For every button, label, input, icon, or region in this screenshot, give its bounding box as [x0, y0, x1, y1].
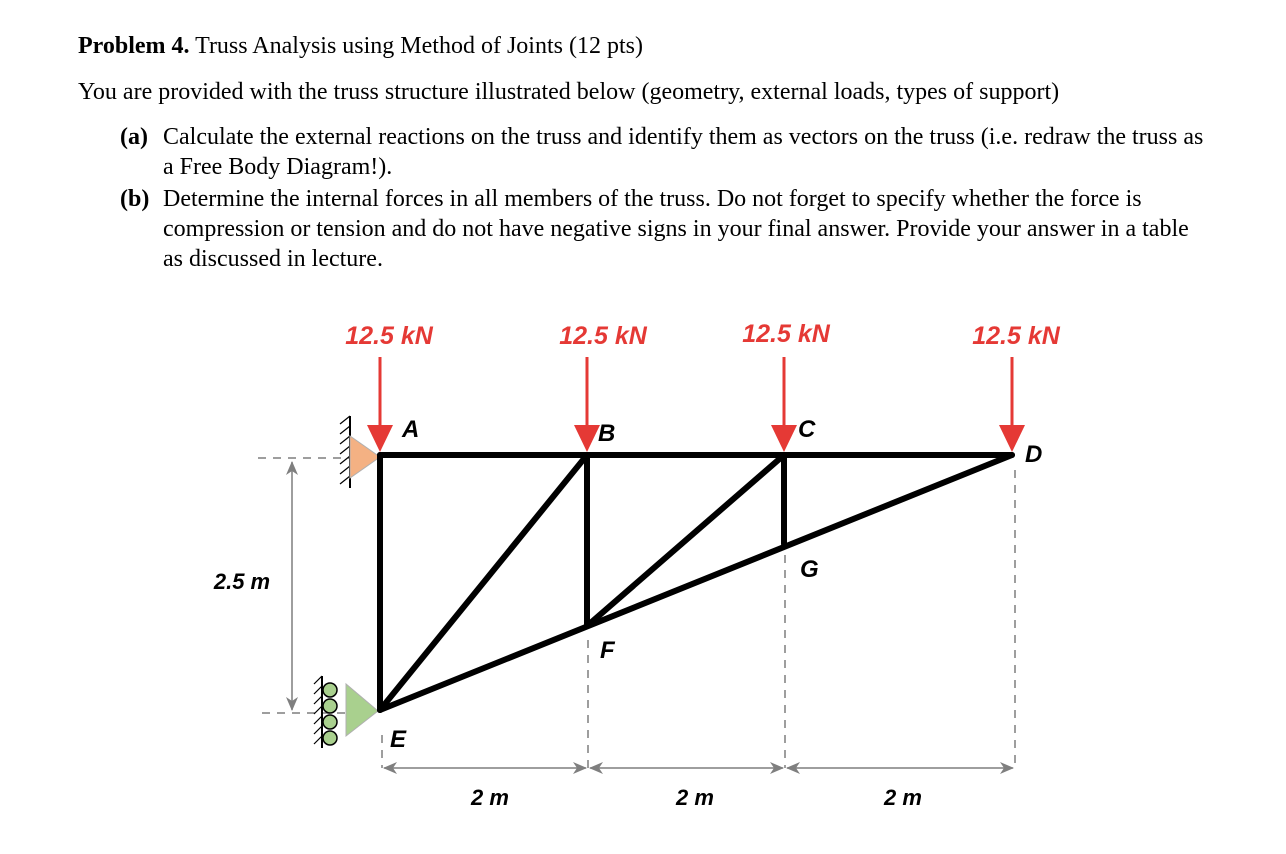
part-b-text: Determine the internal forces in all members of the truss. Do not forget to specify whether the force is compression or tension and do not have negative signs in your final answer. Provide your answer in a table as discussed in lecture.	[163, 186, 1189, 272]
joint-label-g: G	[800, 556, 819, 583]
load-arrowhead-b	[574, 425, 600, 452]
load-arrowheads	[367, 425, 1025, 452]
problem-number: Problem 4.	[78, 33, 190, 59]
height-dimension-label: 2.5 m	[213, 569, 271, 594]
roller-wheel	[323, 731, 337, 745]
problem-intro: You are provided with the truss structure illustrated below (geometry, external loads, types of support)	[78, 79, 1060, 105]
load-arrowhead-c	[771, 425, 797, 452]
truss-members	[380, 455, 1012, 710]
span-3-label: 2 m	[884, 785, 922, 810]
problem-title-text: Truss Analysis using Method of Joints (12 pts)	[195, 33, 643, 59]
roller-support-e	[314, 676, 378, 748]
load-label-c: 12.5 kN	[742, 320, 830, 348]
roller-support-triangle	[346, 684, 378, 736]
load-label-d: 12.5 kN	[972, 322, 1060, 350]
guide-lines	[258, 458, 1015, 768]
load-arrowhead-a	[367, 425, 393, 452]
joint-label-f: F	[600, 637, 615, 664]
span-2-label: 2 m	[676, 785, 714, 810]
load-arrows	[380, 357, 1012, 432]
member-eb	[380, 455, 587, 710]
joint-label-c: C	[798, 416, 816, 443]
load-label-a: 12.5 kN	[345, 322, 433, 350]
roller-wheel	[323, 699, 337, 713]
joint-label-e: E	[390, 726, 407, 753]
roller-wheel	[323, 715, 337, 729]
joint-label-b: B	[598, 420, 616, 447]
load-arrowhead-d	[999, 425, 1025, 452]
member-fc	[587, 455, 784, 626]
part-b-label: (b)	[120, 186, 150, 212]
joint-label-a: A	[402, 416, 420, 443]
load-label-b: 12.5 kN	[559, 322, 647, 350]
span-1-label: 2 m	[471, 785, 509, 810]
part-a-text: Calculate the external reactions on the truss and identify them as vectors on the truss (i.e. redraw the truss as a Free Body Diagram!).	[163, 124, 1204, 180]
part-a-label: (a)	[120, 124, 148, 150]
joint-label-d: D	[1025, 441, 1043, 468]
member-bottom-chord-ed	[380, 455, 1012, 710]
roller-wheel	[323, 683, 337, 697]
